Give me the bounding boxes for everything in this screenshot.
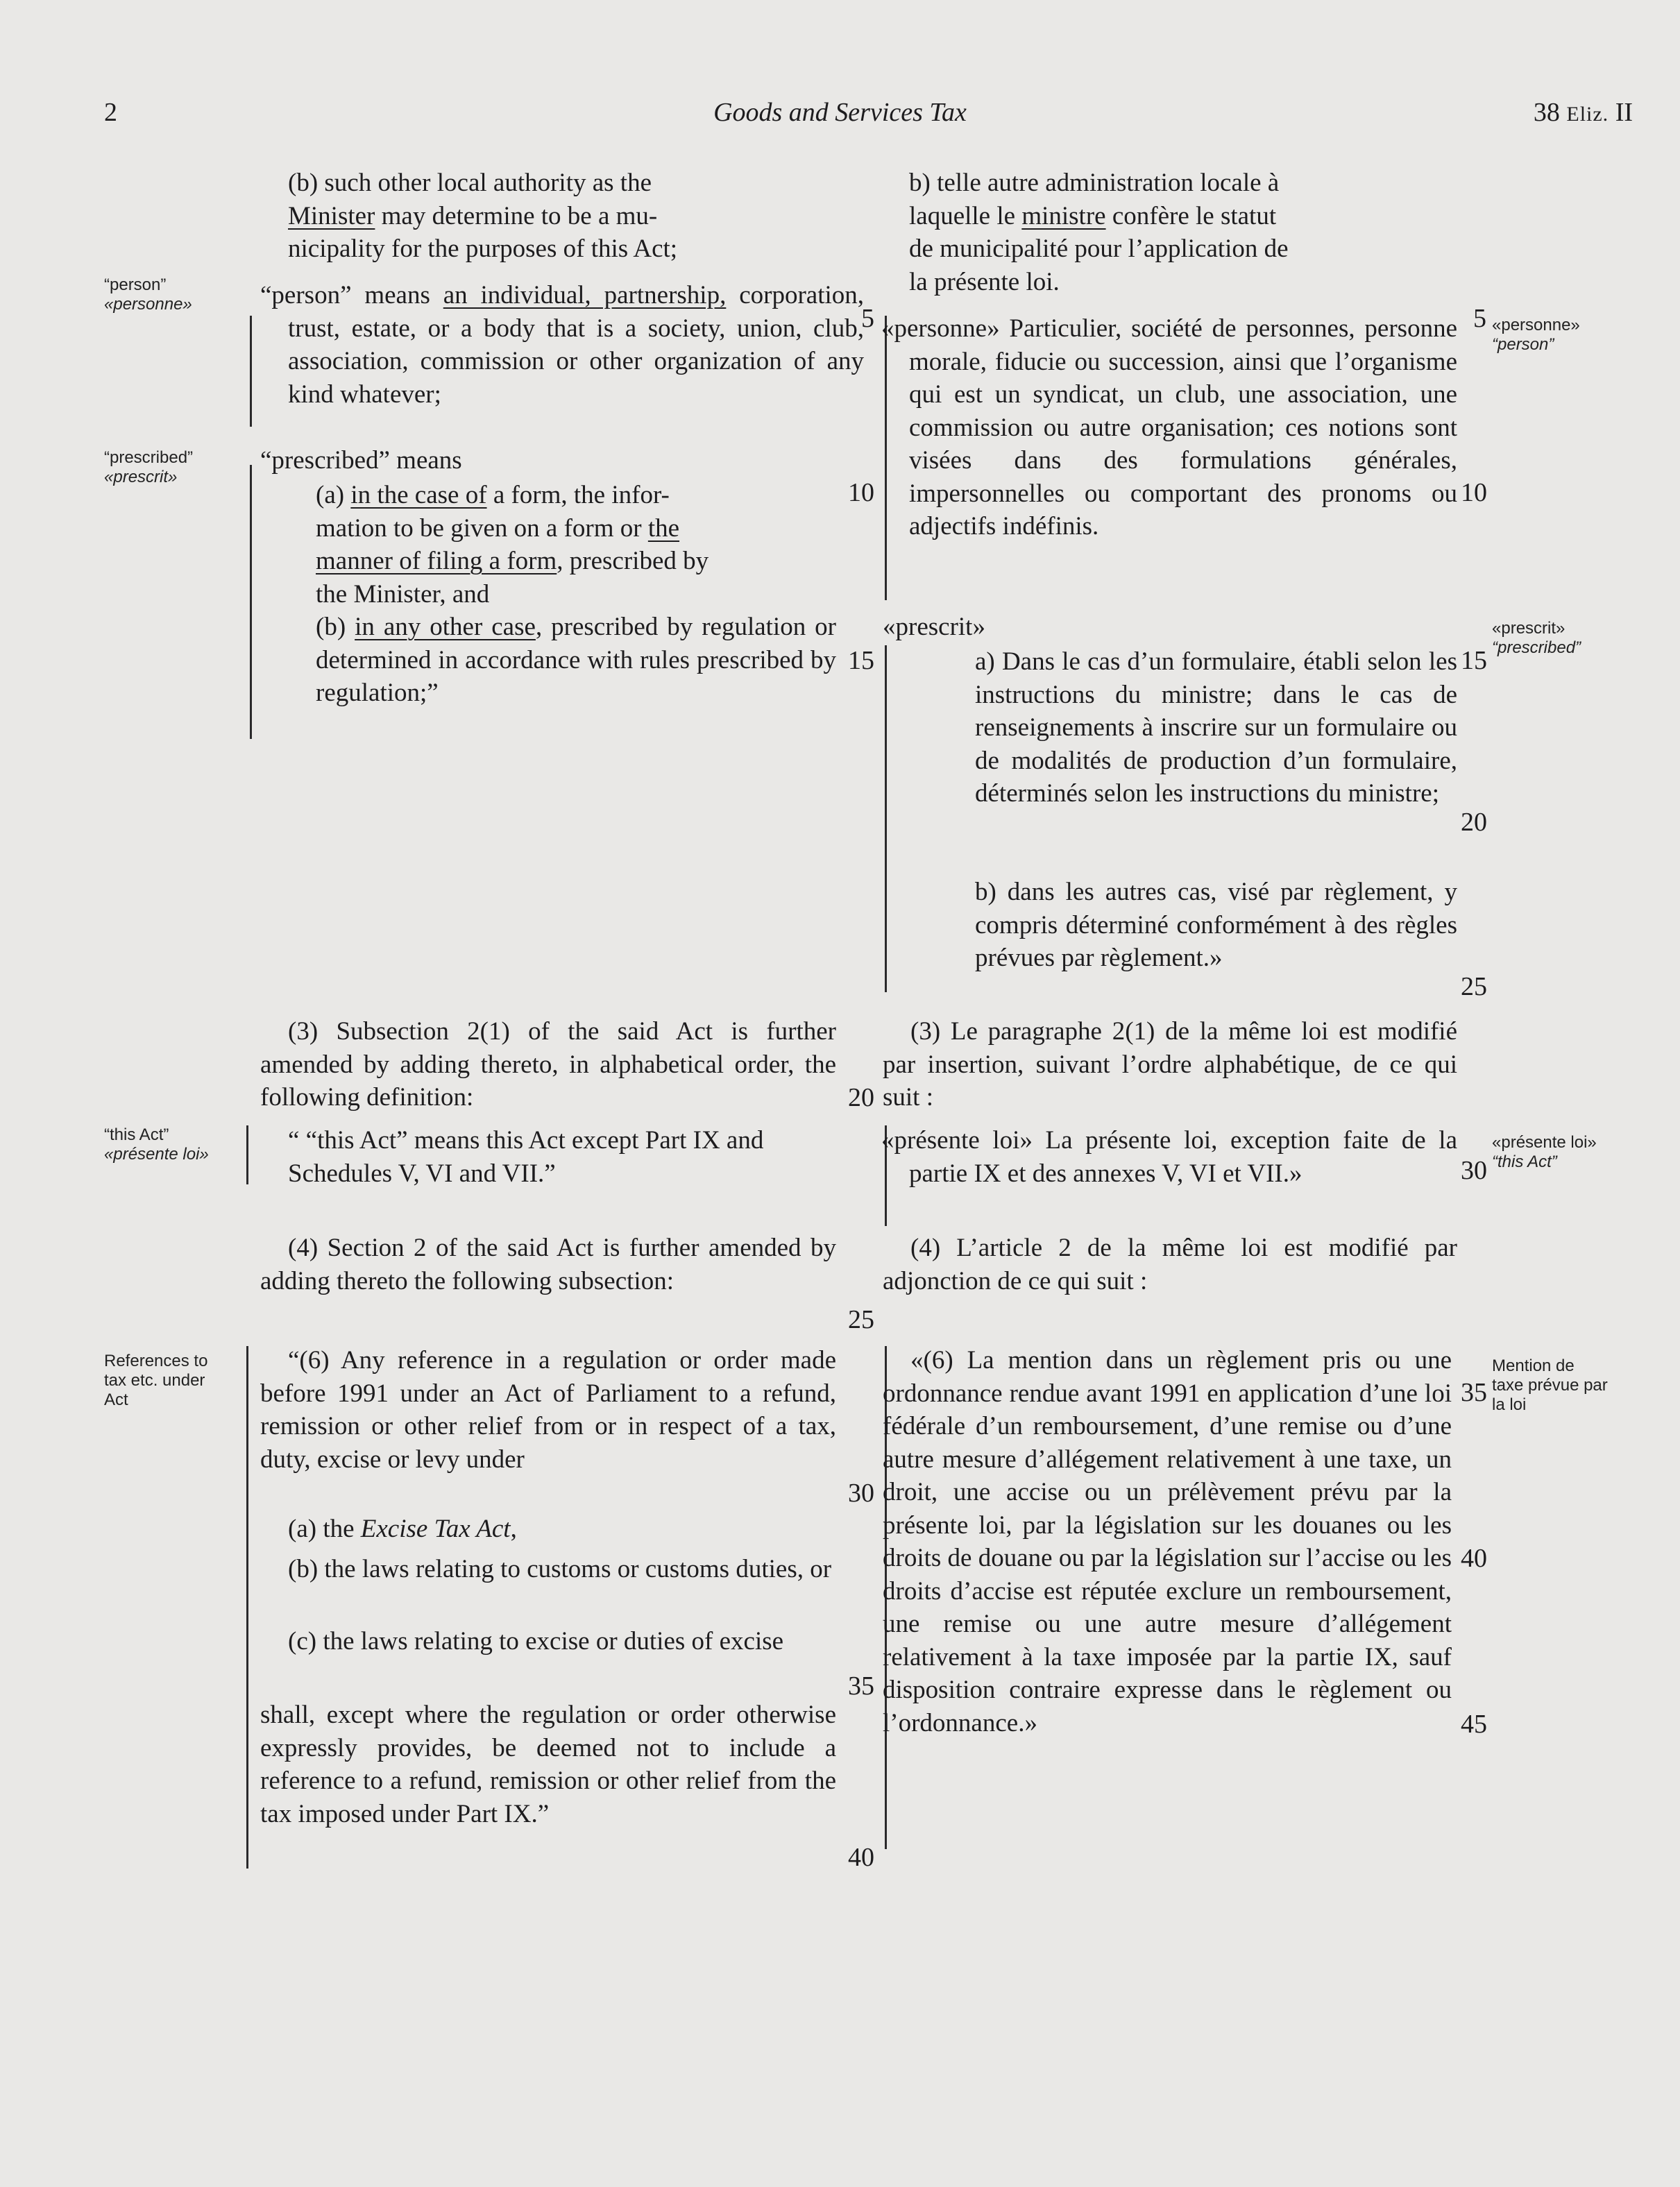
fr-change-bar [885,645,887,992]
fr-line-number: 30 [1461,1156,1487,1185]
fr-personne-definition: «personne» Particulier, société de personnes, personne morale, fiducie ou succession, ainsi que l’organisme qui est un syndicat, un club, une association, une commission ou autre organisation; ces notions sont visées dans des formulations générales, impersonnelles ou comportant des pronoms ou adjectifs indéfinis. [881,314,1457,541]
fr-line-number: 35 [1461,1378,1487,1407]
en-prescribed-a: (a) in the case of a form, the infor- mation to be given on a form or the manner of filing a form, prescribed by the Minister, and [316,481,709,609]
fr-subsection-3: (3) Le paragraphe 2(1) de la même loi est modifié par insertion, suivant l’ordre alphabétique, de ce qui suit : [883,1017,1457,1112]
en-subsection-6-a: (a) the Excise Tax Act, [288,1515,517,1543]
margin-note-references: References to tax etc. under Act [104,1352,208,1409]
en-subsection-6-end: shall, except where the regulation or order otherwise expressly provides, be deemed not to include a reference to a refund, remission or other relief from the tax imposed under Part IX.” [260,1701,836,1828]
fr-subsection-6: «(6) La mention dans un règlement pris ou une ordonnance rendue avant 1991 en application d’une loi fédérale d’un remboursement, d’une remise ou d’une autre mesure d’allégement relativement à une taxe, un droit, une accise ou un prélèvement prévu par la présente loi, par la législation sur les douanes ou les droits de douane ou par la législation sur l’accise ou les droits d’accise est réputée exclure un remboursement, une remise ou une autre mesure d’allégement relativement à la taxe imposée par la partie IX, sauf disposition contraire expresse dans le règlement ou l’ordonnance.» [883,1346,1452,1737]
fr-prescrit-heading: «prescrit» [883,613,985,641]
margin-note-person: “person” «personne» [104,275,192,314]
regnal-year: 38 Eliz. II [1533,98,1633,127]
fr-line-number: 5 [1473,304,1486,333]
en-line-number: 30 [848,1479,874,1508]
en-line-number: 40 [848,1843,874,1872]
en-change-bar [246,1346,248,1869]
en-change-bar [246,1125,248,1184]
fr-line-number: 25 [1461,972,1487,1001]
en-line-number: 25 [848,1305,874,1334]
en-line-number: 20 [848,1083,874,1112]
fr-line-number: 40 [1461,1544,1487,1573]
en-municipality-paragraph: (b) such other local authority as the Minister may determine to be a mu- nicipality for the purposes of this Act; [288,169,678,263]
en-line-number: 5 [861,304,874,333]
fr-prescrit-b: b) dans les autres cas, visé par règlement, y compris déterminé conformément à des règles prévues par règlement.» [975,878,1457,972]
page-title: Goods and Services Tax [713,98,967,127]
en-subsection-6-c: (c) the laws relating to excise or duties of excise [288,1627,784,1656]
fr-prescrit-a: a) Dans le cas d’un formulaire, établi selon les instructions du ministre; dans le cas de renseignements à inscrire sur un formulaire ou de modalités de production d’un formulaire, déterminés selon les instructions du ministre; [975,647,1457,808]
en-prescribed-b: (b) in any other case, prescribed by regulation or determined in accordance with rules prescribed by regulation;” [316,613,837,707]
margin-note-mention: Mention de taxe prévue par la loi [1492,1356,1608,1414]
fr-presente-loi-definition: «présente loi» La présente loi, exception faite de la partie IX et des annexes V, VI et VII.» [881,1126,1457,1188]
fr-line-number: 10 [1461,478,1487,507]
en-subsection-6-intro: “(6) Any reference in a regulation or order made before 1991 under an Act of Parliament to a refund, remission or other relief from or in respect of a tax, duty, excise or levy under [260,1346,836,1474]
en-line-number: 10 [848,478,874,507]
margin-note-personne: «personne» “person” [1492,316,1580,354]
fr-municipality-paragraph: b) telle autre administration locale à laquelle le ministre confère le statut de municipalité pour l’application de la présente loi. [909,169,1289,296]
margin-note-presente-loi: «présente loi» “this Act” [1492,1133,1597,1171]
en-subsection-6-b: (b) the laws relating to customs or customs duties, or [288,1555,832,1583]
en-this-act-definition: “ “this Act” means this Act except Part IX and Schedules V, VI and VII.” [288,1126,764,1188]
margin-note-prescrit: «prescrit» “prescribed” [1492,619,1581,657]
fr-subsection-4: (4) L’article 2 de la même loi est modifié par adjonction de ce qui suit : [883,1234,1457,1295]
en-subsection-3: (3) Subsection 2(1) of the said Act is further amended by adding thereto, in alphabetical order, the following definition: [260,1017,836,1112]
en-person-definition: “person” means an individual, partnership, corporation, trust, estate, or a body that is a society, union, club, association, commission or other organization of any kind whatever; [260,281,864,409]
en-change-bar [250,465,252,739]
en-prescribed-heading: “prescribed” means [260,446,462,475]
fr-line-number: 20 [1461,808,1487,837]
en-line-number: 15 [848,646,874,675]
en-line-number: 35 [848,1671,874,1701]
page-number: 2 [104,98,117,127]
fr-line-number: 45 [1461,1710,1487,1739]
margin-note-prescribed: “prescribed” «prescrit» [104,448,194,486]
en-subsection-4: (4) Section 2 of the said Act is further amended by adding thereto the following subsection: [260,1234,836,1295]
fr-line-number: 15 [1461,646,1487,675]
en-change-bar [250,316,252,427]
margin-note-this-act: “this Act” «présente loi» [104,1125,209,1164]
